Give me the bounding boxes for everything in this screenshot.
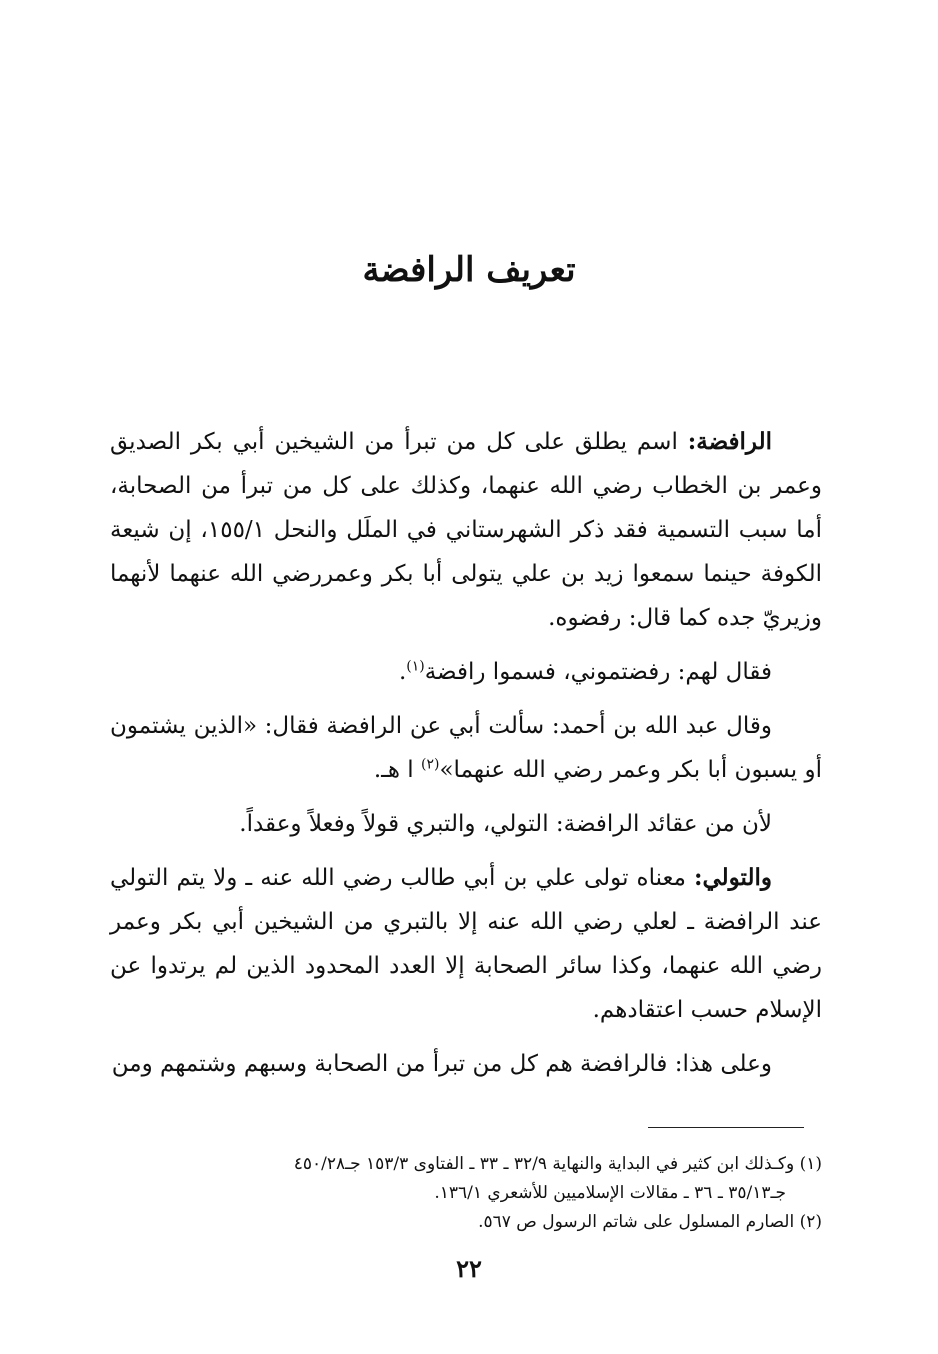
- main-text: [110, 420, 822, 1096]
- footnote-2-line-1: (٢) الصارم المسلول على شاتم الرسول ص ٥٦٧.: [478, 1212, 822, 1232]
- paragraph-conclusion-text: وعلى هذا: فالرافضة هم كل من تبرأ من الصحابة وسبهم وشتمهم ومن: [111, 1051, 772, 1077]
- footnote-divider: [648, 1127, 804, 1128]
- paragraph-rejection-tail: .: [398, 659, 407, 685]
- page-number: ٢٢: [456, 1254, 482, 1283]
- paragraph-tawalli-text: معناه تولى علي بن أبي طالب رضي الله عنه ـ ولا يتم التولي عند الرافضة ـ لعلي رضي الله عنه إلا بالتبري من الشيخين أبي بكر وعمر رضي الله عنهما، وكذا سائر الصحابة إلا العدد المحدود الذين لم يرتدوا عن الإسلام حسب اعتقادهم.: [110, 865, 822, 1023]
- paragraph-beliefs: [110, 802, 822, 846]
- paragraph-definition-text: اسم يطلق على كل من تبرأ من الشيخين أبي بكر الصديق وعمر بن الخطاب رضي الله عنهما، وكذلك على كل من تبرأ من الصحابة، أما سبب التسمية فقد ذكر الشهرستاني في الملَل والنحل ١٥٥/١، إن شيعة الكوفة حينما سمعوا زيد بن علي يتولى أبا بكر وعمررضي الله عنهما لأنهما وزيريّ جده كما قال: رفضوه.: [110, 429, 822, 631]
- footnote-1-line-2: جـ٣٥/١٣ ـ ٣٦ ـ مقالات الإسلاميين للأشعري ١٣٦/١.: [434, 1183, 786, 1203]
- paragraph-quote-text: وقال عبد الله بن أحمد: سألت أبي عن الرافضة فقال: «الذين يشتمون أو يسبون أبا بكر وعمر رضي الله عنهما»: [110, 713, 822, 783]
- paragraph-tawalli: [110, 856, 822, 1032]
- paragraph-rejection: [110, 650, 822, 694]
- footnote-ref-1[interactable]: (١): [406, 658, 425, 675]
- paragraph-rejection-text: فقال لهم: رفضتموني، فسموا رافضة: [424, 659, 772, 685]
- footnote-ref-2[interactable]: (٢): [421, 756, 440, 773]
- term-rafida: الرافضة:: [687, 428, 772, 455]
- paragraph-beliefs-text: لأن من عقائد الرافضة: التولي، والتبري قولاً وفعلاً وعقداً.: [239, 811, 772, 837]
- paragraph-definition: [110, 420, 822, 640]
- paragraph-quote-tail: ا هـ.: [373, 757, 422, 783]
- term-tawalli: والتولي:: [694, 864, 772, 891]
- page-title: تعريف الرافضة: [362, 250, 576, 290]
- footnote-2: [110, 1208, 822, 1237]
- paragraph-conclusion: [110, 1042, 822, 1086]
- paragraph-quote: [110, 704, 822, 792]
- footnote-1-line-1: (١) وكـذلك ابن كثير في البداية والنهاية ٣٢/٩ ـ ٣٣ ـ الفتاوى ١٥٣/٣ جـ٤٥٠/٢٨: [293, 1154, 822, 1174]
- footnote-1: [110, 1150, 822, 1208]
- footnotes: [110, 1150, 822, 1237]
